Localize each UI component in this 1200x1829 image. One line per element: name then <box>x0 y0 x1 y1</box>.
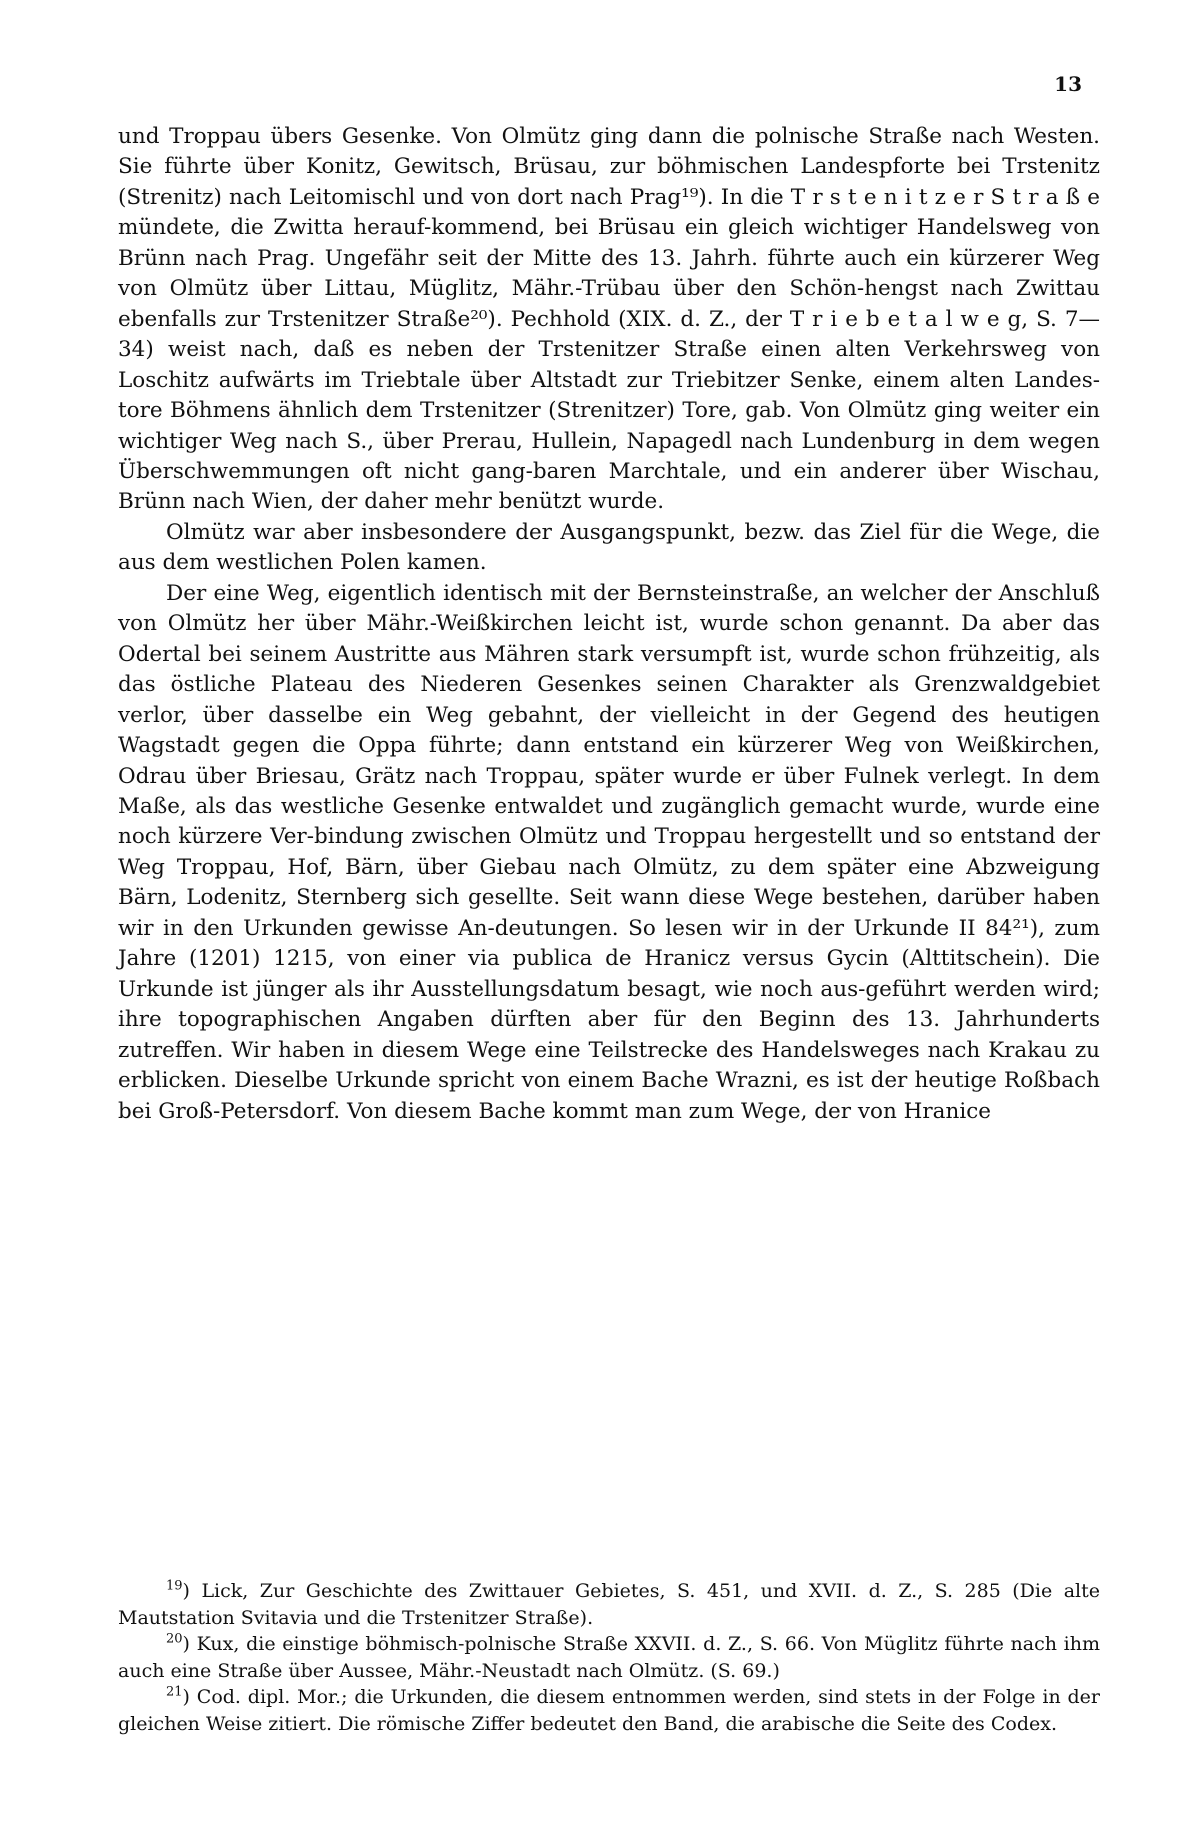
footnote-21: $^{21}$) Cod. dipl. Mor.; die Urkunden, die diesem entnommen werden, sind stets in der Folge in der gleichen Weise zitiert. Die römische Ziffer bedeutet den Band, die arabische die Seite des Codex. <box>118 1685 1101 1735</box>
paragraph-3: Der eine Weg, eigentlich identisch mit der Bernsteinstraße, an welcher der Anschluß von Olmütz her über Mähr.-Weißkirchen leicht ist, wurde schon genannt. Da aber das Odertal bei seinem Austritte aus Mähren stark versumpft ist, wurde schon frühzeitig, als das östliche Plateau des Niederen Gesenkes seinen Charakter als Grenzwaldgebiet verlor, über dasselbe ein Weg gebahnt, der vielleicht in der Gegend des heutigen Wagstadt gegen die Oppa führte; dann entstand ein kürzerer Weg von Weißkirchen, Odrau über Briesau, Grätz nach Troppau, später wurde er über Fulnek verlegt. In dem Maße, als das westliche Gesenke entwaldet und zugänglich gemacht wurde, wurde eine noch kürzere Ver-bindung zwischen Olmütz und Troppau hergestellt und so entstand der Weg Troppau, Hof, Bärn, über Giebau nach Olmütz, zu dem später eine Abzweigung Bärn, Lodenitz, Sternberg sich gesellte. Seit wann diese Wege bestehen, darüber haben wir in den Urkunden gewisse An-deutungen. So lesen wir in der Urkunde II 84²¹), zum Jahre (1201) 1215, von einer via publica de Hranicz versus Gycin (Alttitschein). Die Urkunde ist jünger als ihr Ausstellungsdatum besagt, wie noch aus-geführt werden wird; ihre topographischen Angaben dürften aber für den Beginn des 13. Jahrhunderts zutreffen. Wir haben in diesem Wege eine Teilstrecke des Handelsweges nach Krakau zu erblicken. Dieselbe Urkunde spricht von einem Bache Wrazni, es ist der heutige Roßbach bei Groß-Petersdorf. Von diesem Bache kommt man zum Wege, der von Hranice <box>118 580 1100 1124</box>
footnote-mark: 21 <box>166 1685 183 1701</box>
footnotes <box>118 1578 1100 1738</box>
page-number: 13 <box>1054 72 1082 96</box>
footnote-mark: 20 <box>166 1631 183 1647</box>
footnote-19: $^{19}$) Lick, Zur Geschichte des Zwittauer Gebietes, S. 451, und XVII. d. Z., S. 285 (Die alte Mautstation Svitavia und die Trstenitzer Straße). <box>118 1578 1100 1629</box>
footnote-text: Kux, die einstige böhmisch-polnische Straße XXVII. d. Z., S. 66. Von Müglitz führte nach ihm auch eine Straße über Aussee, Mähr.-Neustadt nach Olmütz. (S. 69.) <box>118 1633 1101 1682</box>
paragraph-2: Olmütz war aber insbesondere der Ausgangspunkt, bezw. das Ziel für die Wege, die aus dem westlichen Polen kamen. <box>118 519 1100 576</box>
footnote-mark: 19 <box>166 1578 183 1594</box>
body-text <box>118 122 1100 1127</box>
footnote-text: Lick, Zur Geschichte des Zwittauer Gebietes, S. 451, und XVII. d. Z., S. 285 (Die alte Mautstation Svitavia und die Trstenitzer Straße). <box>118 1580 1100 1629</box>
paragraph-1: und Troppau übers Gesenke. Von Olmütz ging dann die polnische Straße nach Westen. Sie führte über Konitz, Gewitsch, Brüsau, zur böhmischen Landespforte bei Trstenitz (Strenitz) nach Leitomischl und von dort nach Prag¹⁹). In die T r s t e n i t z e r S t r a ß e mündete, die Zwitta herauf-kommend, bei Brüsau ein gleich wichtiger Handelsweg von Brünn nach Prag. Ungefähr seit der Mitte des 13. Jahrh. führte auch ein kürzerer Weg von Olmütz über Littau, Müglitz, Mähr.-Trübau über den Schön-hengst nach Zwittau ebenfalls zur Trstenitzer Straße²⁰). Pechhold (XIX. d. Z., der T r i e b e t a l w e g, S. 7—34) weist nach, daß es neben der Trstenitzer Straße einen alten Verkehrsweg von Loschitz aufwärts im Triebtale über Altstadt zur Triebitzer Senke, einem alten Landes-tore Böhmens ähnlich dem Trstenitzer (Strenitzer) Tore, gab. Von Olmütz ging weiter ein wichtiger Weg nach S., über Prerau, Hullein, Napagedl nach Lundenburg in dem wegen Überschwemmungen oft nicht gang-baren Marchtale, und ein anderer über Wischau, Brünn nach Wien, der daher mehr benützt wurde. <box>118 124 1100 515</box>
footnote-20: $^{20}$) Kux, die einstige böhmisch-polnische Straße XXVII. d. Z., S. 66. Von Müglitz führte nach ihm auch eine Straße über Aussee, Mähr.-Neustadt nach Olmütz. (S. 69.) <box>118 1631 1101 1682</box>
footnote-text: Cod. dipl. Mor.; die Urkunden, die diesem entnommen werden, sind stets in der Folge in der gleichen Weise zitiert. Die römische Ziffer bedeutet den Band, die arabische die Seite des Codex. <box>118 1686 1101 1735</box>
